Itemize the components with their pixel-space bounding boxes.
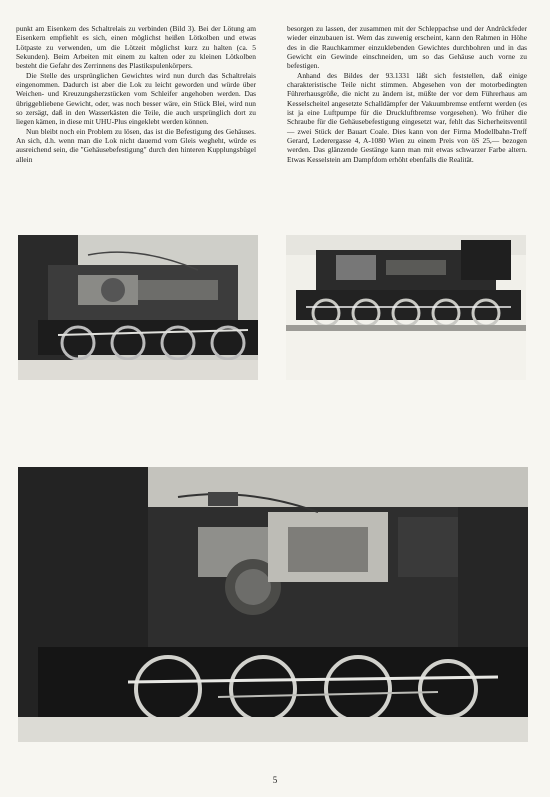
right-text-column bbox=[287, 24, 527, 164]
page-number: 5 bbox=[272, 775, 278, 785]
paragraph: punkt am Eisenkern des Schaltrelais zu verbinden (Bild 3). Bei der Lötung am Eisenkern empfiehlt es sich, einen möglichst heißen Lötkolben und etwas Lötpaste zu verwenden, um die Lötzeit möglichst kurz zu halten (ca. 5 Sekunden). Beim Arbeiten mit einem zu kalten oder zu kleinen Lötkolben besteht die Gefahr des Zerrinnens des Plastikspulenkörpers. bbox=[16, 24, 256, 71]
left-text-column bbox=[16, 24, 256, 164]
locomotive-chassis-photo-left bbox=[18, 235, 258, 380]
locomotive-mechanism-photo-large bbox=[18, 467, 528, 742]
paragraph: besorgen zu lassen, der zusammen mit der Schleppachse und der Andrückfeder wieder einzubauen ist. Wem das zuwenig erscheint, kann den Rahmen in Höhe des in die Rauchkammer einzuklebenden Gewichtes durchbohren und in das Gewicht ein Gewinde einschneiden, um so das Gehäuse auch vorne zu befestigen. bbox=[287, 24, 527, 71]
paragraph: Anhand des Bildes der 93.1331 läßt sich feststellen, daß einige charakteristische Teile nicht stimmen. Abgesehen von der motorbedingten Führerhausgröße, die nicht zu ändern ist, müßte der vor dem Führerhaus am Kesselscheitel angesetzte Schalldämpfer der Vakuumbremse entfernt werden (es ist ja eine Luftpumpe für die Druckluftbremse vorgesehen). Wo früher die Schraube für die Gehäusebefestigung eingesetzt war, fehlt das Sicherheitsventil — zwei Stück der Bauart Coale. Dies kann von der Firma Modellbahn-Treff Gerard, Lederergasse 4, A-1080 Wien zu einem Preis von öS 25,— bezogen werden. Das glänzende Gestänge kann man mit etwas schwarzer Farbe altern. Etwas Kesselstein am Dampfdom erhöht ebenfalls die Realität. bbox=[287, 70, 527, 164]
paragraph: Nun bleibt noch ein Problem zu lösen, das ist die Befestigung des Gehäuses. An sich, d.h. wenn man die Lok nicht dauernd vom Gleis wegheht, würde es ausreichend sein, die "Gehäusebefestigung" durch den hinteren Kupplungsbügel allein bbox=[16, 126, 256, 164]
locomotive-chassis-photo-right bbox=[286, 235, 526, 380]
paragraph: Die Stelle des ursprünglichen Gewichtes wird nun durch das Schaltrelais eingenommen. Dadurch ist aber die Lok zu leicht geworden und würde über Weichen- und Kreuzungsherzstücken vom Schleifer angehoben werden. Das übriggebliebene Gewicht, oder, was noch besser wäre, ein Stück Blei, wird nun so zersägt, daß in den Wasserkästen die Teile, die auch ursprünglich dort zu liegen kämen, in diese mit UHU-Plus eingeklebt werden können. bbox=[16, 70, 256, 127]
